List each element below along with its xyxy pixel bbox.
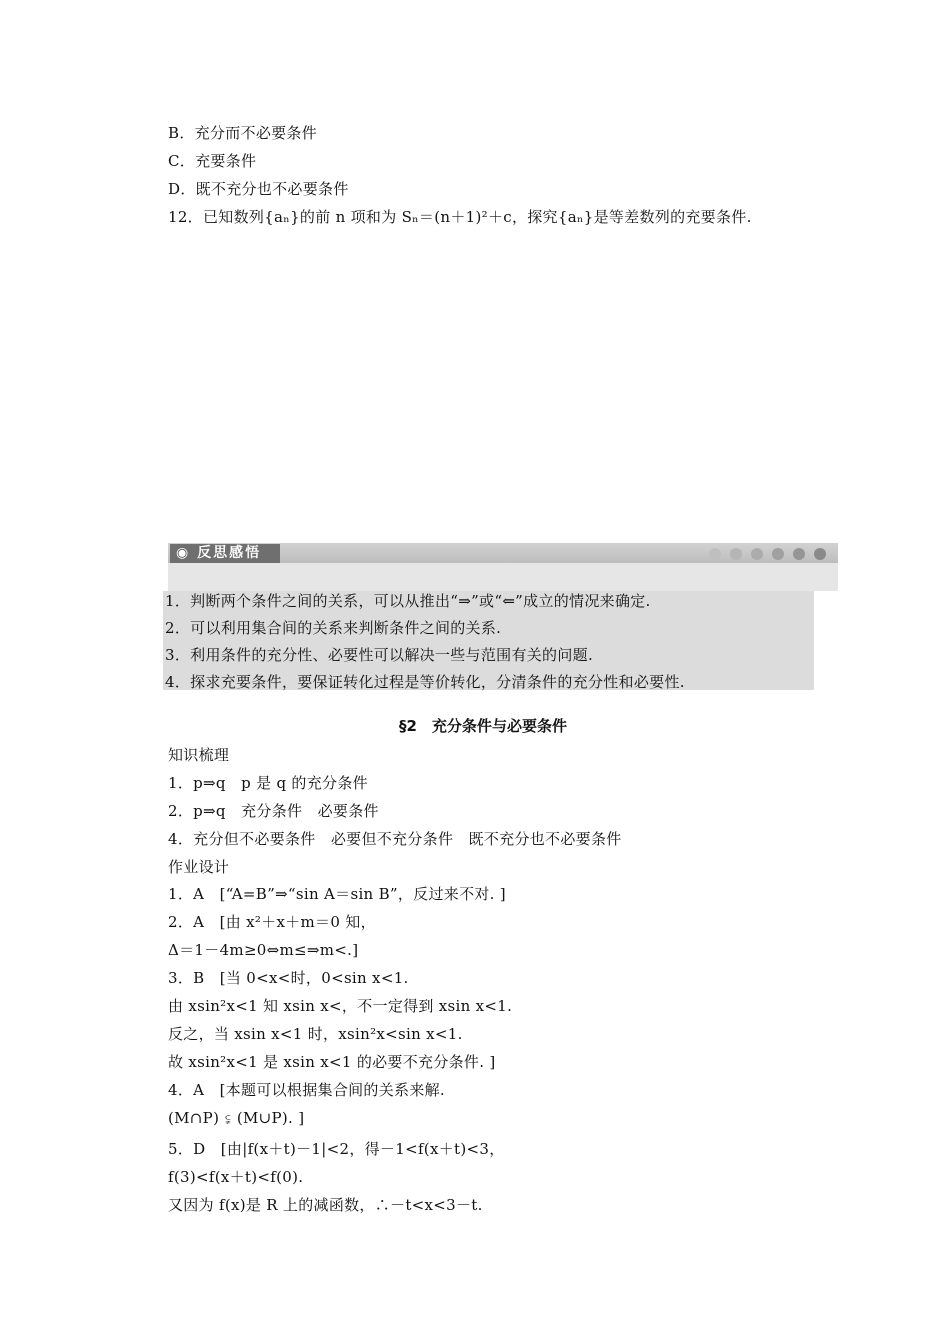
option-d: D．既不充分也不必要条件 — [168, 180, 349, 198]
answer-line: 作业设计 — [168, 858, 230, 876]
answer-line: 又因为 f(x)是 R 上的减函数，∴－t<x<3－t. — [168, 1196, 483, 1214]
answer-line: 4．充分但不必要条件 必要但不充分条件 既不充分也不必要条件 — [168, 830, 622, 848]
answer-line: 2．p⇒q 充分条件 必要条件 — [168, 802, 379, 820]
reflect-item: 3．利用条件的充分性、必要性可以解决一些与范围有关的问题. — [165, 646, 594, 664]
dot-icon — [814, 548, 826, 560]
question-12: 12．已知数列{aₙ}的前 n 项和为 Sₙ＝(n＋1)²＋c，探究{aₙ}是等差数列的充要条件. — [168, 208, 752, 226]
option-b: B．充分而不必要条件 — [168, 124, 318, 142]
reflect-banner-bar — [168, 543, 838, 563]
dot-icon — [793, 548, 805, 560]
answer-line: 3．B [当 0<x<时，0<sin x<1. — [168, 969, 409, 987]
dot-icon — [772, 548, 784, 560]
reflect-box — [163, 591, 814, 690]
answer-line: 1．p⇒q p 是 q 的充分条件 — [168, 774, 368, 792]
reflect-item: 2．可以利用集合间的关系来判断条件之间的关系. — [165, 619, 502, 637]
answer-line: 反之，当 xsin x<1 时，xsin²x<sin x<1. — [168, 1025, 463, 1043]
proper-subset-icon: ⫋ — [225, 1112, 231, 1126]
answer-line: f(3)<f(x＋t)<f(0). — [168, 1168, 304, 1186]
reflect-banner — [168, 543, 838, 591]
decorative-dots — [709, 548, 826, 560]
dot-icon — [730, 548, 742, 560]
section-heading: §2 充分条件与必要条件 — [399, 717, 567, 735]
answer-line: 1．A [“A=B”⇒“sin A＝sin B”，反过来不对. ] — [168, 885, 506, 903]
subset-line — [168, 1108, 304, 1129]
reflect-item: 4．探求充要条件，要保证转化过程是等价转化，分清条件的充分性和必要性. — [165, 673, 685, 691]
reflect-item: 1．判断两个条件之间的关系，可以从推出“⇒”或“⇐”成立的情况来确定. — [165, 592, 651, 610]
answer-line: Δ＝1－4m≥0⇔m≤⇒m<.] — [168, 941, 359, 959]
answer-line: 故 xsin²x<1 是 xsin x<1 的必要不充分条件. ] — [168, 1053, 496, 1071]
dot-icon — [709, 548, 721, 560]
answer-line: 知识梳理 — [168, 746, 230, 764]
dot-icon — [751, 548, 763, 560]
subset-right: (M∪P). ] — [236, 1109, 305, 1127]
subset-left: (M∩P) — [168, 1109, 220, 1127]
answer-line: 2．A [由 x²＋x＋m＝0 知， — [168, 913, 376, 931]
option-c: C．充要条件 — [168, 152, 257, 170]
answer-line: 由 xsin²x<1 知 xsin x<，不一定得到 xsin x<1. — [168, 997, 513, 1015]
answer-line: 4．A [本题可以根据集合间的关系来解. — [168, 1081, 445, 1099]
reflect-title: ◉ 反思感悟 — [170, 544, 280, 563]
answer-line: 5．D [由|f(x＋t)－1|<2，得－1<f(x＋t)<3， — [168, 1140, 505, 1158]
